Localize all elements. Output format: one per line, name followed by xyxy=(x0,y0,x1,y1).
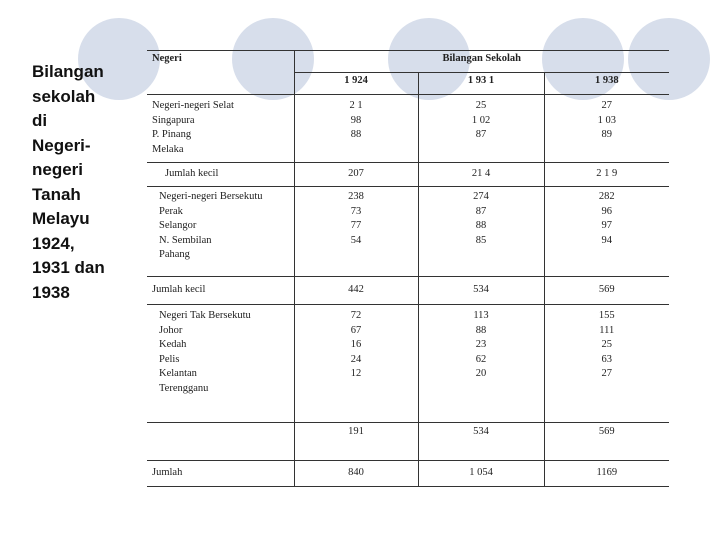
year-1938: 1 938 xyxy=(544,73,669,95)
title-line: Tanah xyxy=(32,184,81,204)
total-row: Jumlah 840 1 054 1169 xyxy=(147,461,669,487)
year-1931: 1 93 1 xyxy=(418,73,544,95)
title-line: sekolah xyxy=(32,86,96,106)
title-line: 1924, xyxy=(32,233,75,253)
slide-title xyxy=(32,60,132,305)
title-line: Bilangan xyxy=(32,62,104,81)
table-row: Negeri-negeri Selat Singapura P. Pinang Melaka 2 1 98 88 25 1 02 87 27 1 03 89 xyxy=(147,95,669,163)
subtotal-row: Jumlah kecil 207 21 4 2 1 9 xyxy=(147,163,669,187)
group3-names: Negeri Tak Bersekutu Johor Kedah Pelis Kelantan Terengganu xyxy=(147,305,294,423)
year-1924: 1 924 xyxy=(294,73,418,95)
table-row: Negeri Tak Bersekutu Johor Kedah Pelis Kelantan Terengganu 72 67 16 24 12 113 88 23 62 20 155 111 25 63 27 xyxy=(147,305,669,423)
subtotal-row: Jumlah kecil 442 534 569 xyxy=(147,277,669,305)
title-line: di xyxy=(32,111,48,130)
header-group: Bilangan Sekolah xyxy=(294,51,669,73)
subtotal-row: 191 534 569 xyxy=(147,423,669,461)
table-header-years xyxy=(147,73,669,95)
title-line: negeri xyxy=(32,160,84,179)
title-line: Negeri- xyxy=(32,135,91,155)
school-count-table xyxy=(147,50,669,487)
title-line: 1938 xyxy=(32,282,70,302)
title-line: 1931 dan xyxy=(32,258,105,277)
header-negeri: Negeri xyxy=(147,51,294,73)
group2-names: Negeri-negeri Bersekutu Perak Selangor N. Sembilan Pahang xyxy=(147,187,294,277)
title-line: Melayu xyxy=(32,209,90,228)
table-row: Negeri-negeri Bersekutu Perak Selangor N. Sembilan Pahang 238 73 77 54 274 87 88 85 282 96 97 94 xyxy=(147,187,669,277)
table-header-row xyxy=(147,51,669,73)
group1-names: Negeri-negeri Selat Singapura P. Pinang Melaka xyxy=(152,100,234,155)
